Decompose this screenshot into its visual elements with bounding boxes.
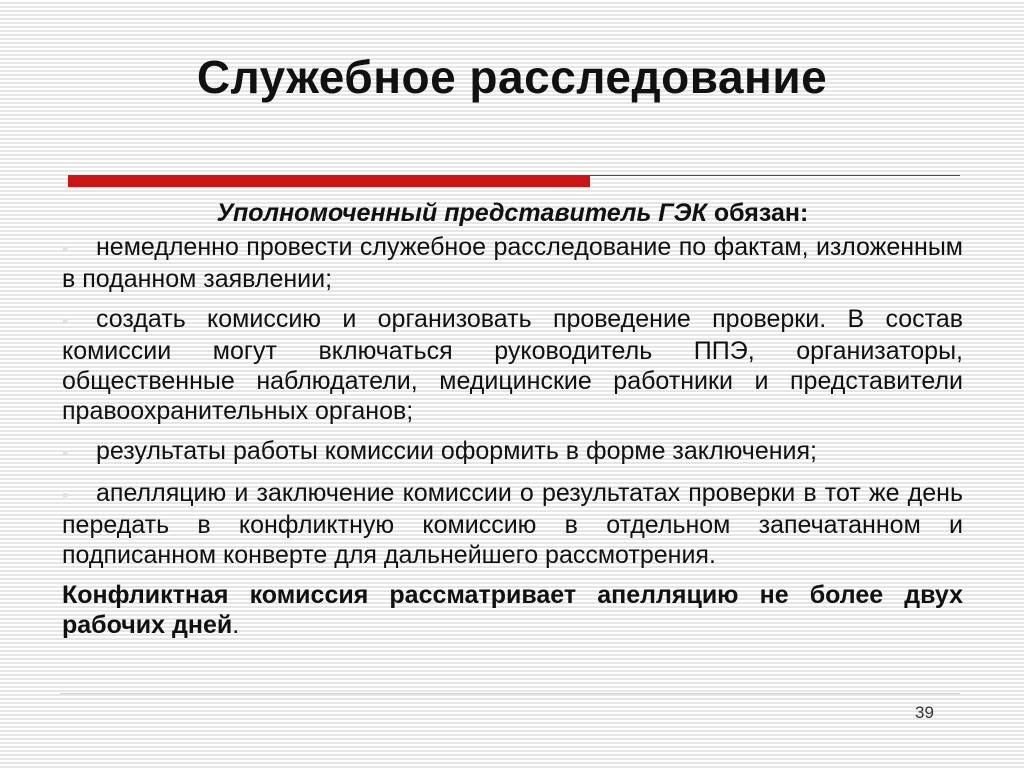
list-item-text: немедленно провести служебное расследование по фактам, изложенным в поданном заявлении; (62, 233, 963, 293)
list-item (62, 232, 963, 294)
title-divider-red (68, 175, 590, 187)
square-bullet-icon: ▪ (62, 443, 69, 463)
slide-body (62, 198, 963, 640)
square-bullet-icon: ▪ (62, 311, 69, 331)
list-item-text: создать комиссию и организовать проведение проверки. В состав комиссии могут включаться руководитель ППЭ, организаторы, общественные наблюдатели, медицинские работники и представители правоохранительных органов; (62, 305, 963, 425)
square-bullet-icon: ▪ (62, 239, 69, 259)
list-item (62, 304, 963, 426)
list-item-text: апелляцию и заключение комиссии о результатах проверки в тот же день передать в конфликтную комиссию в отдельном запечатанном и подписанном конверте для дальнейшего рассмотрения. (62, 479, 963, 569)
lead-verb: обязан: (706, 199, 809, 227)
footer-divider (60, 693, 960, 694)
list-item (62, 478, 963, 570)
square-bullet-icon: ▪ (62, 485, 69, 505)
slide-title: Служебное расследование (196, 51, 828, 103)
title-divider-thin (590, 175, 960, 176)
closing-period: . (232, 611, 240, 639)
list-item (62, 436, 963, 468)
lead-subject: Уполномоченный представитель ГЭК (216, 199, 707, 227)
page-number: 39 (915, 703, 934, 722)
lead-line (62, 198, 963, 228)
closing-statement (62, 580, 963, 640)
list-item-text: результаты работы комиссии оформить в форме заключения; (96, 437, 817, 465)
closing-text: Конфликтная комиссия рассматривает апелляцию не более двух рабочих дней (62, 581, 963, 639)
